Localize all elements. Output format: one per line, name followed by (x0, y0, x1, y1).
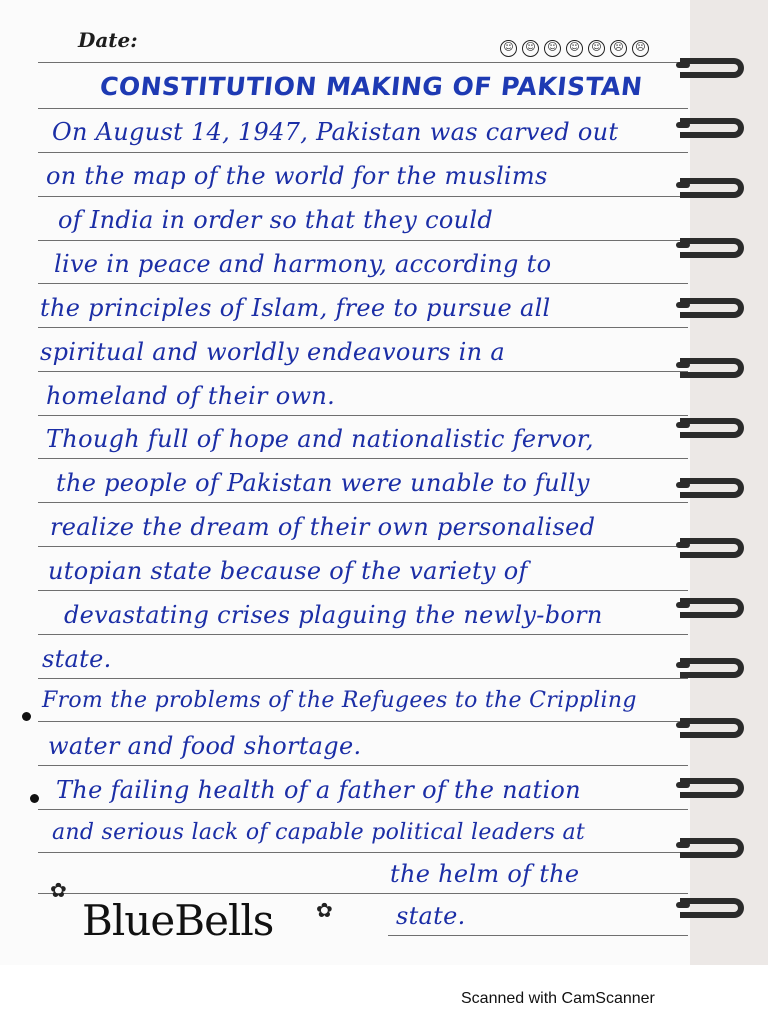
spiral-ring-icon (680, 358, 744, 378)
smiley-face-icon: ☺ (544, 40, 561, 57)
ruled-line (38, 415, 688, 416)
spiral-ring-icon (680, 418, 744, 438)
spiral-ring-icon (680, 538, 744, 558)
note-line: and serious lack of capable political leaders at (52, 820, 586, 845)
spiral-ring-icon (680, 238, 744, 258)
note-line: on the map of the world for the muslims (46, 162, 548, 190)
spiral-ring-icon (680, 178, 744, 198)
ruled-line (38, 893, 688, 894)
spiral-ring-icon (680, 598, 744, 618)
mood-tracker (500, 40, 649, 57)
spiral-ring-icon (680, 478, 744, 498)
smiley-face-icon: ☺ (566, 40, 583, 57)
note-line: spiritual and worldly endeavours in a (40, 338, 505, 366)
ruled-line (38, 634, 688, 635)
sad-face-icon: ☹ (632, 40, 649, 57)
ruled-line (38, 196, 688, 197)
date-label: Date: (78, 28, 138, 52)
ruled-line (38, 765, 688, 766)
spiral-ring-icon (680, 658, 744, 678)
spiral-ring-icon (680, 58, 744, 78)
smiley-face-icon: ☺ (588, 40, 605, 57)
ruled-line (38, 108, 688, 109)
ruled-line (38, 546, 688, 547)
spiral-ring-icon (680, 118, 744, 138)
note-line: devastating crises plaguing the newly-born (64, 601, 603, 629)
note-line: the people of Pakistan were unable to fully (56, 469, 590, 497)
note-line: From the problems of the Refugees to the Crippling (42, 688, 637, 713)
note-line: homeland of their own. (46, 382, 336, 410)
ruled-line (38, 371, 688, 372)
spiral-ring-icon (680, 718, 744, 738)
note-line: water and food shortage. (48, 732, 362, 760)
bullet-point (30, 794, 39, 803)
note-line: the helm of the (390, 860, 580, 888)
brand-logo: BlueBells (82, 896, 274, 945)
page-title: CONSTITUTION MAKING OF PAKISTAN (98, 72, 645, 101)
smiley-face-icon: ☺ (522, 40, 539, 57)
ruled-line (38, 590, 688, 591)
ruled-line (38, 240, 688, 241)
note-line: realize the dream of their own personalised (50, 513, 596, 541)
note-line: of India in order so that they could (58, 206, 493, 234)
ruled-line (38, 809, 688, 810)
ruled-line (38, 502, 688, 503)
note-line: utopian state because of the variety of (48, 557, 528, 585)
note-line: the principles of Islam, free to pursue all (40, 294, 551, 322)
flower-decoration-icon: ✿ (50, 878, 67, 902)
ruled-line (38, 283, 688, 284)
scanner-watermark: Scanned with CamScanner (461, 990, 655, 1007)
spiral-ring-icon (680, 298, 744, 318)
note-line: On August 14, 1947, Pakistan was carved out (52, 118, 619, 146)
sad-face-icon: ☹ (610, 40, 627, 57)
ruled-line (38, 721, 688, 722)
smiley-face-icon: ☺ (500, 40, 517, 57)
note-line: state. (42, 645, 112, 673)
note-line: live in peace and harmony, according to (54, 250, 552, 278)
ruled-line (38, 327, 688, 328)
flower-decoration-icon: ✿ (316, 898, 333, 922)
note-line: Though full of hope and nationalistic fervor, (46, 425, 594, 453)
note-line: state. (396, 902, 466, 930)
ruled-line (38, 62, 688, 63)
bullet-point (22, 712, 31, 721)
spiral-ring-icon (680, 898, 744, 918)
note-line: The failing health of a father of the nation (56, 776, 581, 804)
spiral-ring-icon (680, 838, 744, 858)
ruled-line (38, 152, 688, 153)
ruled-line (38, 458, 688, 459)
ruled-line (388, 935, 688, 936)
ruled-line (38, 852, 688, 853)
ruled-line (38, 678, 688, 679)
spiral-ring-icon (680, 778, 744, 798)
